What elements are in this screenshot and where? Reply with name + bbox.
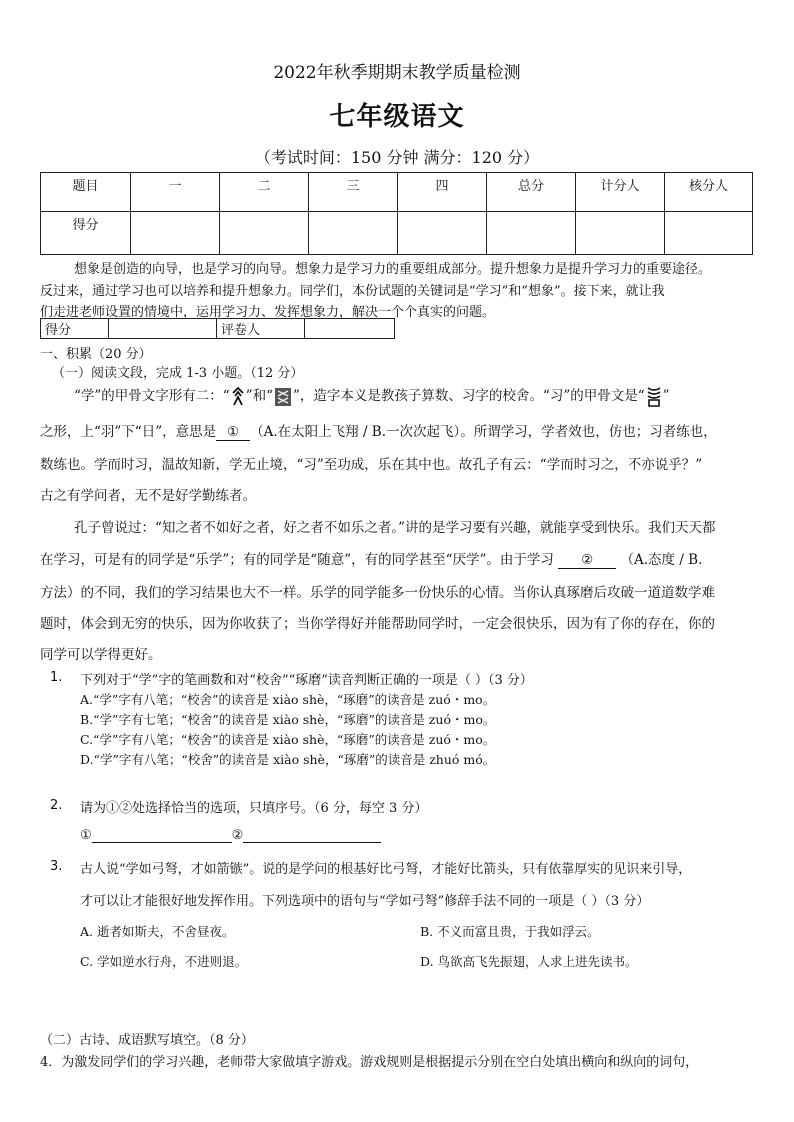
- score-table-header: 总分: [487, 173, 576, 212]
- score-table-header-row: [41, 173, 753, 212]
- grader-score-label: 得分: [41, 319, 109, 339]
- passage-line: 在学习，可是有的同学是“乐学”；有的同学是“随意”，有的同学甚至“厌学”。由于学习 ② （A.态度 / B.: [40, 552, 703, 568]
- passage-line: 题时，体会到无穷的快乐，因为你收获了；当你学得好并能帮助同学时，一定会很快乐，因为有了你的存在，你的: [40, 616, 715, 632]
- question-2-blank-1[interactable]: [92, 828, 232, 843]
- exam-subtitle: 2022年秋季期期末教学质量检测: [273, 63, 521, 83]
- passage-line: 之形，上“羽”下“日”，意思是 ① （A.在太阳上飞翔 / B.一次次起飞）。所谓学习，学者效也，仿也；习者练也，: [40, 424, 717, 440]
- passage-line: 同学可以学得更好。: [40, 647, 162, 663]
- question-4-stem: 4．为激发同学们的学习兴趣，老师带大家做填字游戏。游戏规则是根据提示分别在空白处填出横向和纵向的词句，: [40, 1055, 699, 1070]
- passage-line: 古之有学问者，无不是好学勤练者。: [40, 488, 256, 504]
- question-1-option-a[interactable]: A.“学”字有八笔；“校舍”的读音是 xiào shè，“琢磨”的读音是 zuó・mo。: [80, 692, 496, 707]
- score-table-header: 核分人: [665, 173, 753, 212]
- score-cell[interactable]: [398, 212, 487, 255]
- score-cell[interactable]: [220, 212, 309, 255]
- question-2-blank-1-label: ①: [80, 828, 92, 843]
- question-3-option-b[interactable]: B. 不义而富且贵，于我如浮云。: [420, 924, 600, 939]
- intro-line: 反过来，通过学习也可以培养和提升想象力。同学们，本份试题的关键词是“学习”和“想象”。接下来，就让我: [40, 284, 665, 299]
- question-1-option-b[interactable]: B.“学”字有七笔；“校舍”的读音是 xiào shè，“琢磨”的读音是 zuó・mo。: [80, 712, 496, 727]
- intro-line: 想象是创造的向导，也是学习的向导。想象力是学习力的重要组成部分。提升想象力是提升学习力的重要途径。: [74, 262, 712, 277]
- score-cell[interactable]: [576, 212, 665, 255]
- question-3-option-c[interactable]: C. 学如逆水行舟，不进则退。: [80, 954, 248, 969]
- score-table-score-row: [41, 212, 753, 255]
- grader-score-cell[interactable]: [109, 319, 217, 339]
- passage-line: 孔子曾说过：“知之者不如好之者，好之者不如乐之者。”讲的是学习要有兴趣，就能享受到快乐。我们天天都: [74, 520, 716, 536]
- score-cell[interactable]: [309, 212, 398, 255]
- grader-table: [40, 318, 395, 339]
- exam-title: 七年级语文: [329, 102, 465, 132]
- question-2-blank-2[interactable]: [243, 828, 381, 843]
- score-row-label: 得分: [41, 212, 131, 255]
- section1-sub1: （一）阅读文段，完成 1-3 小题。（12 分）: [52, 366, 304, 381]
- score-cell[interactable]: [131, 212, 220, 255]
- question-1-stem: 下列对于“学”字的笔画数和对“校舍”“琢磨”读音判断正确的一项是（ ）（3 分）: [80, 673, 533, 688]
- score-cell[interactable]: [487, 212, 576, 255]
- oracle-bone-xue-glyph-1: [230, 387, 246, 407]
- question-1-number: 1.: [50, 670, 63, 685]
- question-3-option-a[interactable]: A. 逝者如斯夫，不舍昼夜。: [80, 924, 235, 939]
- exam-time-info: （考试时间：150 分钟 满分：120 分）: [254, 148, 540, 167]
- question-2-number: 2.: [50, 798, 63, 813]
- score-table: [40, 172, 753, 255]
- score-cell[interactable]: [665, 212, 753, 255]
- question-3-number: 3.: [50, 859, 63, 874]
- passage-line: 方法）的不同，我们的学习结果也大不一样。乐学的同学能多一份快乐的心情。当你认真琢磨后攻破一道道数学难: [40, 585, 715, 601]
- passage-blank-2: ②: [558, 552, 616, 569]
- grader-name-cell[interactable]: [305, 319, 395, 339]
- score-table-header: 题目: [41, 173, 131, 212]
- question-3-stem: 古人说“学如弓弩，才如箭镞”。说的是学问的根基好比弓弩，才能好比箭头，只有依靠厚实的见识来引导，: [80, 862, 692, 877]
- intro-line: 们走进老师设置的情境中，运用学习力、发挥想象力，解决一个个真实的问题。: [40, 305, 496, 320]
- passage-blank-1: ①: [216, 424, 250, 441]
- passage-line: 数练也。学而时习，温故知新，学无止境，“习”至功成，乐在其中也。故孔子有云：“学而时习之，不亦说乎？”: [40, 457, 703, 473]
- section1-title: 一、积累（20 分）: [40, 347, 152, 362]
- question-2-blank-2-label: ②: [231, 828, 244, 843]
- question-1-option-d[interactable]: D.“学”字有八笔；“校舍”的读音是 xiào shè，“琢磨”的读音是 zhuó mó。: [80, 752, 496, 767]
- score-table-header: 三: [309, 173, 398, 212]
- score-table-header: 计分人: [576, 173, 665, 212]
- score-table-header: 一: [131, 173, 220, 212]
- oracle-bone-xue-glyph-2: [273, 386, 293, 408]
- section2-title: （二）古诗、成语默写填空。（8 分）: [40, 1033, 254, 1048]
- question-2-stem: 请为①②处选择恰当的选项，只填序号。（6 分，每空 3 分）: [80, 801, 428, 816]
- oracle-bone-xi-glyph: [645, 386, 663, 408]
- grader-name-label: 评卷人: [217, 319, 305, 339]
- question-2-answer-row: [80, 828, 381, 843]
- passage-line: “学”的甲骨文字形有二：“ ”和“ ”，造字本义是教孩子算数、习字的校舍。“习”的甲骨文是“ ”: [74, 384, 670, 408]
- score-table-header: 二: [220, 173, 309, 212]
- question-1-option-c[interactable]: C.“学”字有八笔；“校舍”的读音是 xiào shè，“琢磨”的读音是 zuó・mo。: [80, 732, 496, 747]
- question-3-stem: 才可以让才能很好地发挥作用。下列选项中的语句与“学如弓弩”修辞手法不同的一项是（ ）（3 分）: [80, 894, 650, 909]
- question-3-option-d[interactable]: D. 鸟欲高飞先振翅，人求上进先读书。: [420, 954, 638, 969]
- score-table-header: 四: [398, 173, 487, 212]
